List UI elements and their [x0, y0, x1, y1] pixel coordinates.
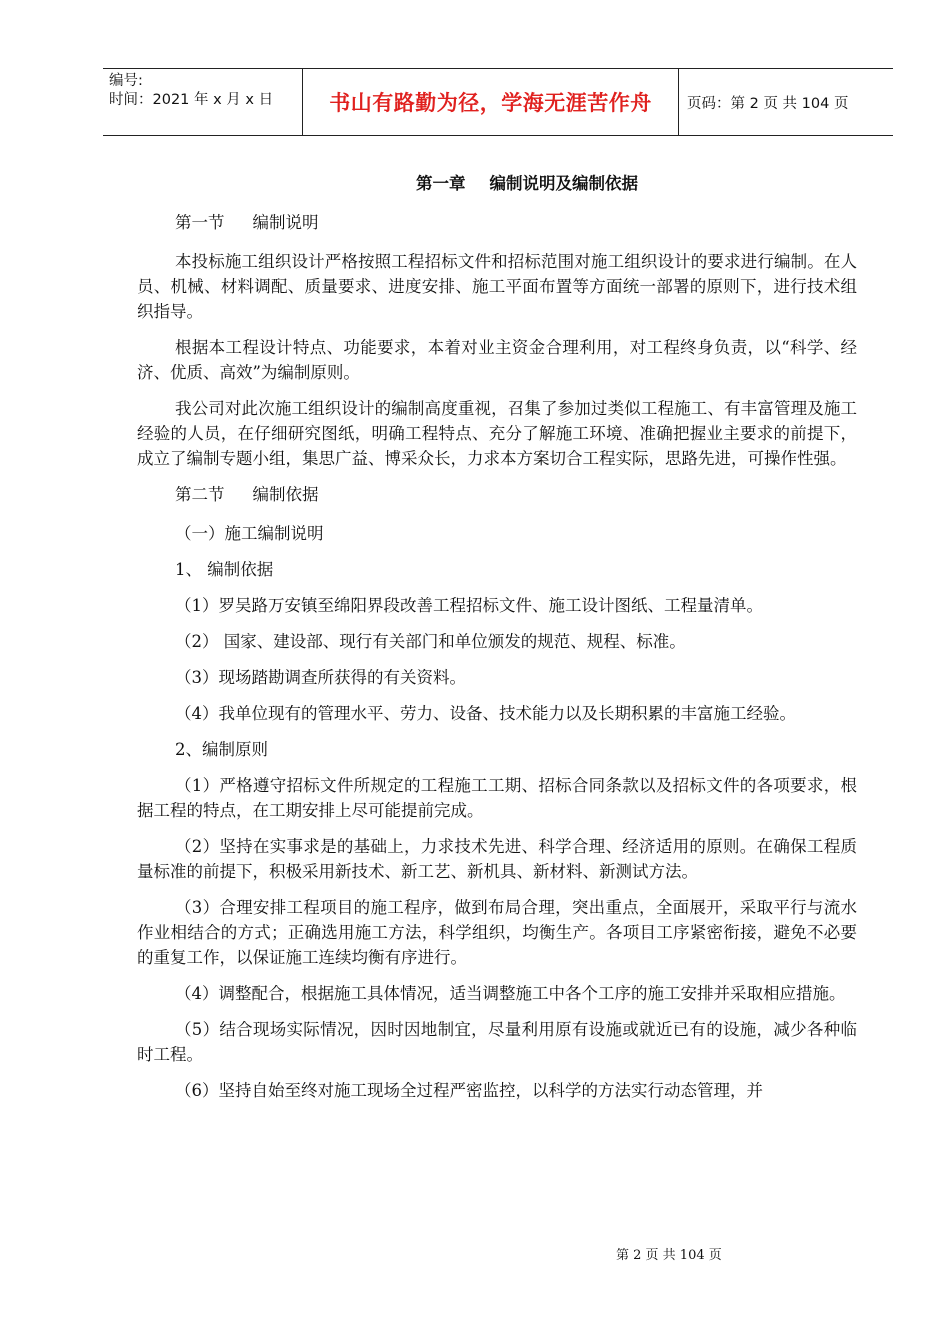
list-item: （1）罗吴路万安镇至绵阳界段改善工程招标文件、施工设计图纸、工程量清单。 [175, 596, 763, 615]
serial-label: 编号: [109, 73, 143, 89]
list-item: （4）调整配合，根据施工具体情况，适当调整施工中各个工序的施工安排并采取相应措施。 [175, 984, 846, 1003]
paragraph: 我公司对此次施工组织设计的编制高度重视，召集了参加过类似工程施工、有丰富管理及施工经验的人员，在仔细研究图纸，明确工程特点、充分了解施工环境、准确把握业主要求的前提下，成立了编制专题小组，集思广益、博采众长，力求本方案切合工程实际，思路先进，可操作性强。 [137, 399, 857, 468]
list-item: （3）合理安排工程项目的施工程序，做到布局合理，突出重点，全面展开，采取平行与流水作业相结合的方式；正确选用施工方法，科学组织，均衡生产。各项目工序紧密衔接，避免不必要的重复工作，以保证施工连续均衡有序进行。 [137, 898, 857, 967]
document-body [137, 160, 857, 1114]
list-item: （2） 国家、建设部、现行有关部门和单位颁发的规范、规程、标准。 [175, 632, 686, 651]
chapter-name: 编制说明及编制依据 [489, 174, 638, 193]
item-heading: 1、 编制依据 [175, 560, 274, 579]
list-item: （3）现场踏勘调查所获得的有关资料。 [175, 668, 466, 687]
list-item: （5）结合现场实际情况，因时因地制宜，尽量利用原有设施或就近已有的设施，减少各种临时工程。 [137, 1020, 857, 1064]
list-item: （6）坚持自始至终对施工现场全过程严密监控，以科学的方法实行动态管理，并 [175, 1081, 763, 1100]
section-heading-2 [137, 482, 857, 507]
time-label: 时间：2021 年 x 月 x 日 [109, 92, 274, 108]
subsection-heading: （一）施工编制说明 [175, 524, 324, 543]
list-item: （1）严格遵守招标文件所规定的工程施工工期、招标合同条款以及招标文件的各项要求，根据工程的特点，在工期安排上尽可能提前完成。 [137, 776, 857, 820]
document-header [103, 68, 893, 136]
list-item: （4）我单位现有的管理水平、劳力、设备、技术能力以及长期积累的丰富施工经验。 [175, 704, 796, 723]
header-page-label: 页码：第 2 页 共 104 页 [687, 95, 849, 112]
header-slogan: 书山有路勤为径，学海无涯苦作舟 [303, 69, 679, 135]
section-number: 第二节 [175, 485, 225, 504]
paragraph: 本投标施工组织设计严格按照工程招标文件和招标范围对施工组织设计的要求进行编制。在人员、机械、材料调配、质量要求、进度安排、施工平面布置等方面统一部署的原则下，进行技术组织指导。 [137, 252, 857, 321]
item-heading: 2、编制原则 [175, 740, 268, 759]
page-footer: 第 2 页 共 104 页 [616, 1248, 722, 1263]
section-title: 编制说明 [252, 213, 319, 232]
chapter-title [197, 171, 857, 196]
header-info-cell [103, 69, 303, 135]
chapter-number: 第一章 [416, 174, 466, 193]
section-title: 编制依据 [252, 485, 319, 504]
list-item: （2）坚持在实事求是的基础上，力求技术先进、科学合理、经济适用的原则。在确保工程质量标准的前提下，积极采用新技术、新工艺、新机具、新材料、新测试方法。 [137, 837, 857, 881]
paragraph: 根据本工程设计特点、功能要求，本着对业主资金合理利用，对工程终身负责，以“科学、经济、优质、高效”为编制原则。 [137, 338, 857, 382]
section-heading-1 [137, 210, 857, 235]
section-number: 第一节 [175, 213, 225, 232]
